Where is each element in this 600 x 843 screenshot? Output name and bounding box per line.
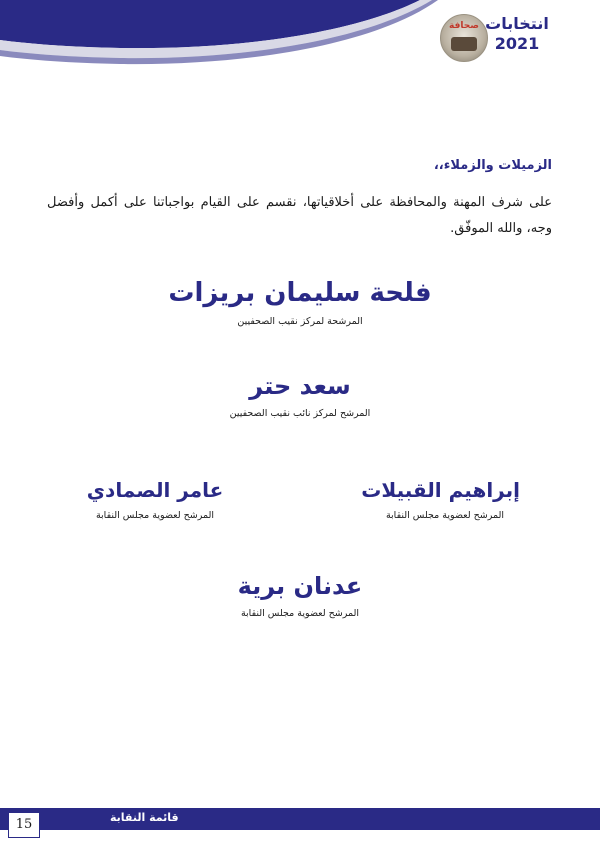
candidate-role: المرشح لعضوية مجلس النقابة: [240, 608, 360, 619]
candidate-vice-president: [200, 372, 400, 419]
candidate-role: المرشحة لمركز نقيب الصحفيين: [237, 316, 363, 327]
candidate-member-1: [361, 478, 520, 521]
footer-label: قائمة النقابة: [110, 811, 179, 824]
logo-text: صحافة: [449, 21, 479, 31]
candidate-name: عامر الصمادي: [86, 478, 224, 502]
elections-title: [482, 14, 552, 54]
candidate-name: سعد حتر: [249, 372, 351, 400]
footer-bar: [0, 808, 600, 830]
candidate-member-2: [80, 478, 230, 521]
candidate-role: المرشح لمركز نائب نقيب الصحفيين: [229, 408, 371, 419]
candidate-member-3: [200, 572, 400, 619]
greeting: الزميلات والزملاء،،: [433, 158, 552, 173]
candidate-name: إبراهيم القبيلات: [361, 478, 520, 502]
title-line1: انتخابات: [485, 14, 549, 33]
candidate-name: عدنان برية: [237, 572, 363, 600]
union-logo: [440, 14, 488, 62]
title-line2: 2021: [494, 34, 540, 53]
candidate-role: المرشح لعضوية مجلس النقابة: [385, 510, 505, 521]
candidate-president: [150, 278, 450, 327]
logo-emblem-icon: [451, 37, 477, 51]
candidate-role: المرشح لعضوية مجلس النقابة: [95, 510, 215, 521]
oath-text: على شرف المهنة والمحافظة على أخلاقياتها، نقسم على القيام بواجباتنا على أكمل وأفضل وجه، والله الموفّق.: [47, 195, 552, 236]
candidate-name: فلحة سليمان بريزات: [168, 278, 432, 308]
page-number: 15: [8, 812, 40, 838]
